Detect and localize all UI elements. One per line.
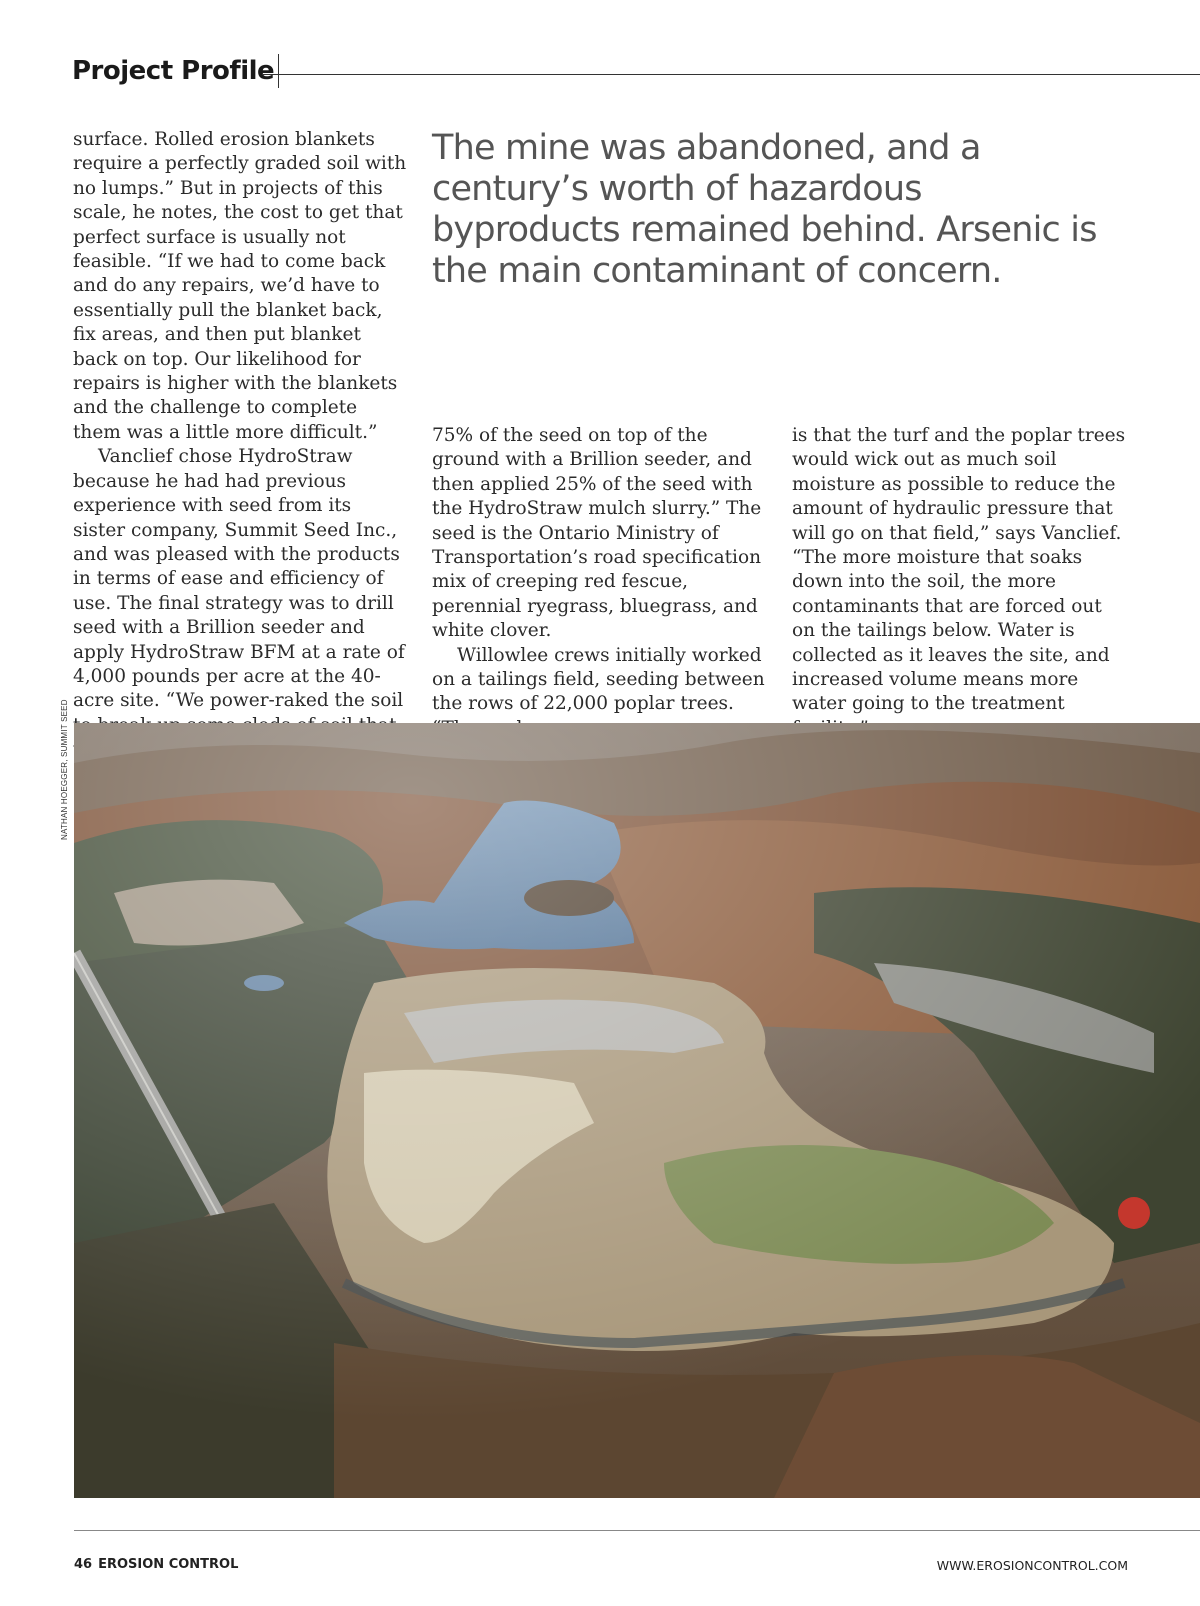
paragraph: is that the turf and the poplar trees would wick out as much soil moisture as possible to reduce the amount of hydraulic pressure that will go on that field,” says Vanclief. “The more moisture that soaks down into the soil, the more contaminants that are forced out on the tailings below. Water is collected as it leaves the site, and increased volume means more water going to the treatment (792, 425, 1126, 715)
text-column-1 (73, 128, 408, 787)
aerial-photo-illustration (74, 723, 1200, 1498)
header-rule (262, 74, 1200, 75)
paragraph: surface. Rolled erosion blankets require a perfectly graded soil with no lumps.” But in projects of this scale, he notes, the cost to get that perfect surface is usually not feasible. “If we had to come back and do any repairs, we’d have to essentially pull the blanket back, fix areas, and then put blanket back on top. Our likelihood for repairs is higher with the blankets and the challenge to complete them was a little more difficult.” (73, 129, 407, 443)
pull-quote: The mine was abandoned, and a century’s worth of hazardous byproducts remained behind. Arsenic is the main contaminant of concern. (432, 128, 1097, 291)
paragraph: Willowlee crews initially worked on a tailings field, seeding between the rows of 22,000 poplar trees. (432, 644, 765, 715)
aerial-mine-site-photo (74, 723, 1200, 1498)
photo-credit-text: NATHAN HOEGGER, SUMMIT SEED (60, 699, 69, 840)
text-column-3 (792, 424, 1127, 741)
paragraph: 75% of the seed on top of the ground with a Brillion seeder, and then applied 25% of the seed with the HydroStraw mulch slurry.” The seed is the Ontario Ministry of Transportation’s road specification mix of creeping red fescue, perennial ryegrass, bluegrass, and white clover. (432, 425, 762, 642)
paragraph: Vanclief chose HydroStraw because he had had previous experience with seed from its sister company, Summit Seed Inc., and was pleased with the products in terms of ease and efficiency of use. The final strategy was to drill seed with a Brillion seeder and apply HydroStraw BFM at a rate of 4,000 pounds per acre at the 40-acre site. “We power-raked the soil (73, 446, 405, 712)
text-column-2 (432, 424, 767, 741)
footer-rule (74, 1530, 1200, 1531)
section-title: Project Profile (72, 54, 279, 88)
page-number: 46 (74, 1557, 93, 1572)
magazine-name: EROSION CONTROL (98, 1557, 239, 1572)
photo-credit (58, 699, 70, 842)
footer-folio (74, 1557, 238, 1572)
footer-url[interactable]: WWW.EROSIONCONTROL.COM (936, 1558, 1128, 1573)
